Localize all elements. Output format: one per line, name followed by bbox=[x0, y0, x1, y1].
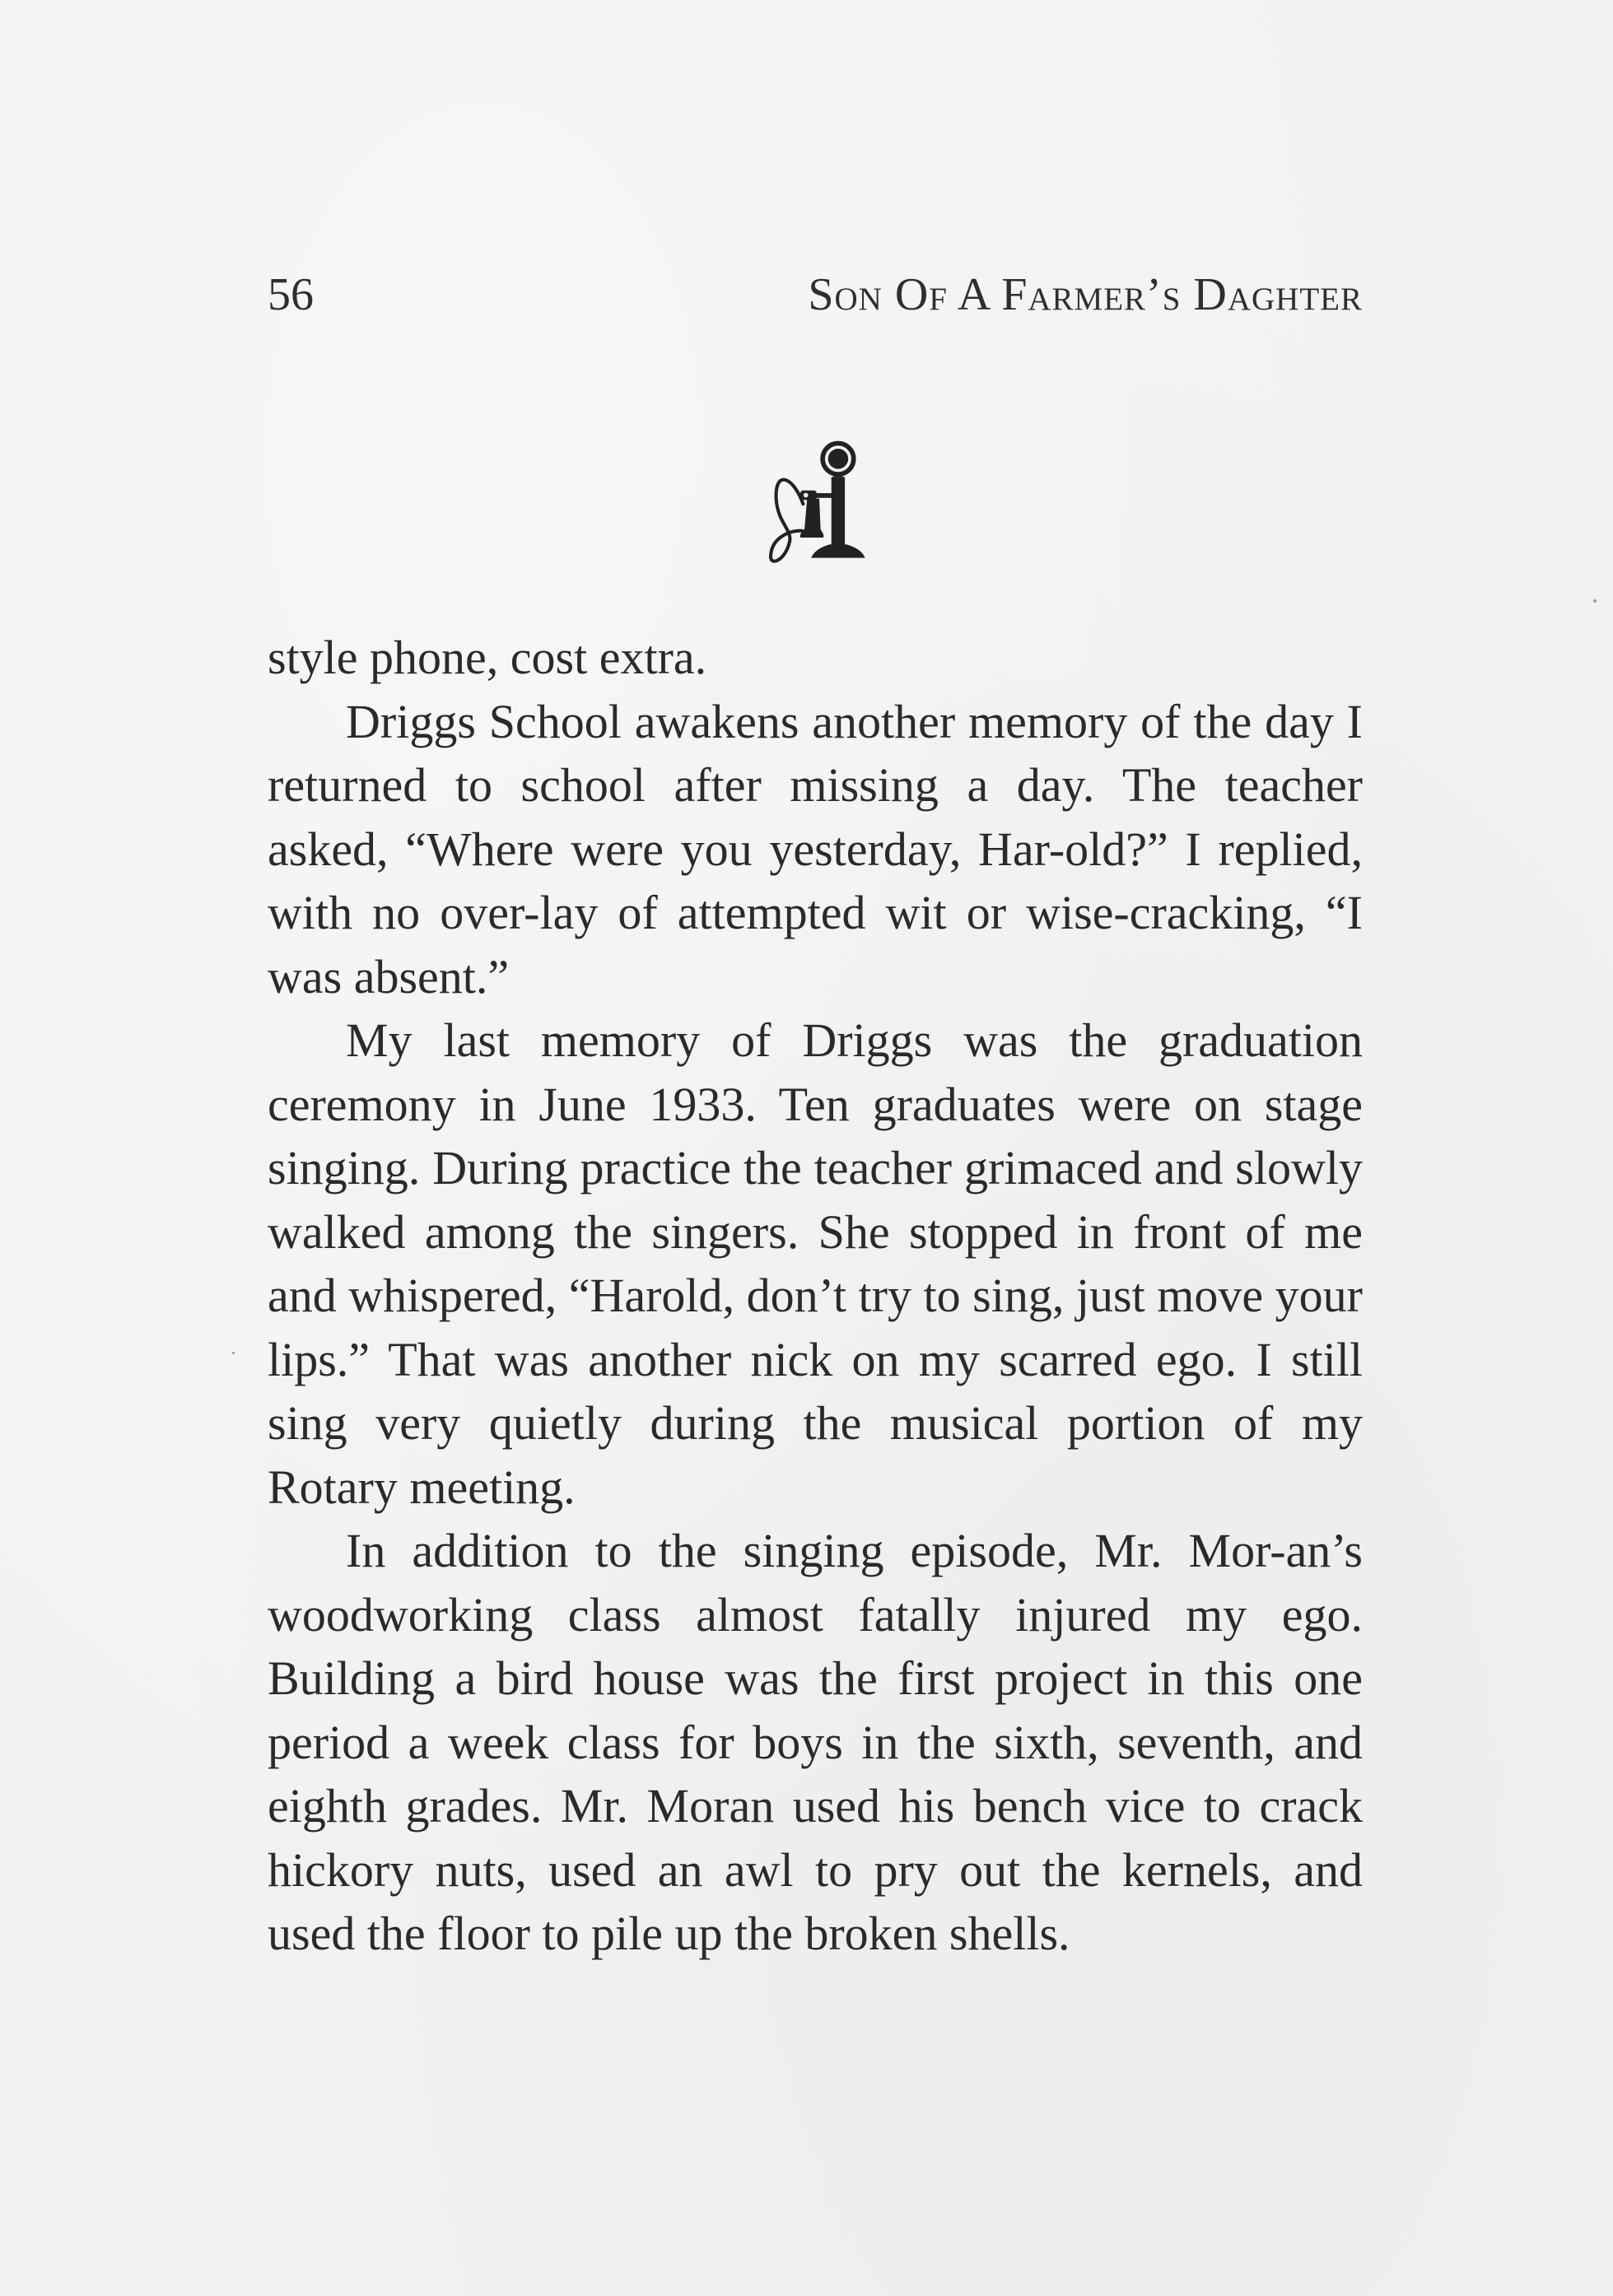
running-head bbox=[268, 262, 1363, 328]
paragraph-continuation: style phone, cost extra. bbox=[268, 631, 707, 684]
paragraph: Driggs School awakens another memory of the day I returned to school after missing a day. The teacher asked, “Where were you yesterday, Har-old?” I replied, with no over-lay of attempted wit or wise-cracking, “I was absent.” bbox=[268, 694, 1363, 1004]
page-number: 56 bbox=[268, 269, 314, 320]
candlestick-telephone-icon bbox=[745, 426, 893, 579]
paragraph: In addition to the singing episode, Mr. Mor-an’s woodworking class almost fatally injured my ego. Building a bird house was the first project in this one period a week class for boys in the sixth, seventh, and eighth grades. Mr. Moran used his bench vice to crack hickory nuts, used an awl to pry out the kernels, and used the floor to pile up the broken shells. bbox=[268, 1524, 1363, 1960]
book-title: Son Of A Farmer’s Daghter bbox=[808, 269, 1363, 320]
paper-speck bbox=[1593, 599, 1597, 603]
paragraph: My last memory of Driggs was the graduation ceremony in June 1933. Ten graduates were on stage singing. During practice the teacher grimaced and slowly walked among the singers. She stopped in front of me and whispered, “Harold, don’t try to sing, just move your lips.” That was another nick on my scarred ego. I still sing very quietly during the musical portion of my Rotary meeting. bbox=[268, 1013, 1363, 1514]
body-text bbox=[268, 626, 1363, 1966]
paper-speck bbox=[232, 1352, 235, 1354]
